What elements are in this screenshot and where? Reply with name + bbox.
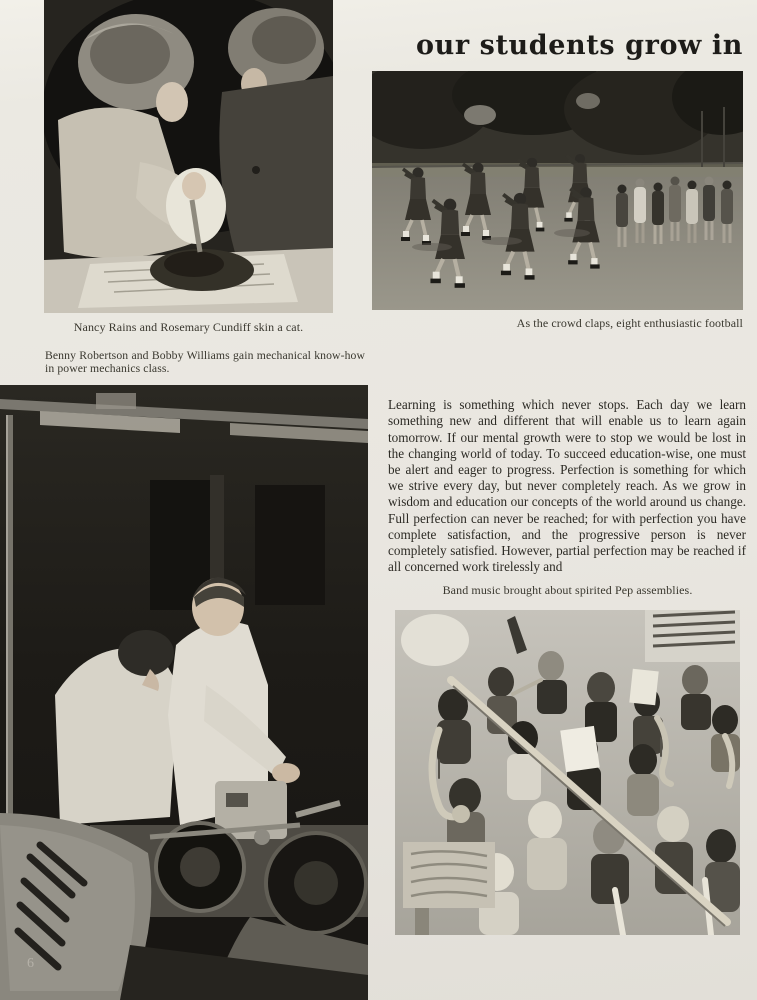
- photo-power-mechanics: [0, 385, 368, 1000]
- photo-cat-dissection: [44, 0, 333, 313]
- photo-cat-dissection-illustration: [44, 0, 333, 313]
- photo-caption-band: Band music brought about spirited Pep assemblies.: [442, 583, 693, 597]
- page-title: our students grow in: [416, 30, 743, 61]
- page-number: 6: [27, 956, 34, 971]
- photo-band-illustration: [395, 610, 740, 935]
- body-paragraph: Learning is something which never stops. Each day we learn something new and different that will enable us to learn again tomorrow. If our mental growth were to stop we would be lost in the changing world of today. To succeed education-wise, one must be alert and eager to progress. Perfection is something for which we strive every day, but never completely reach. As we grow in wisdom and education our concepts of the world around us change. Full perfection can never be reached; for with perfection you have complete satisfaction, and the progressive person is never completely satisfied. However, partial perfection may be reached if all concerned work tirelessly and: [388, 397, 746, 575]
- photo-pep-squad-illustration: [372, 71, 743, 310]
- photo-caption-mechanics: Benny Robertson and Bobby Williams gain mechanical know-how in power mechanics class.: [45, 349, 365, 375]
- photo-caption-pep: As the crowd claps, eight enthusiastic football: [516, 316, 743, 330]
- photo-pep-squad: [372, 71, 743, 310]
- photo-caption-cat: Nancy Rains and Rosemary Cundiff skin a cat.: [73, 320, 304, 334]
- photo-power-mechanics-illustration: [0, 385, 368, 1000]
- photo-band: [395, 610, 740, 935]
